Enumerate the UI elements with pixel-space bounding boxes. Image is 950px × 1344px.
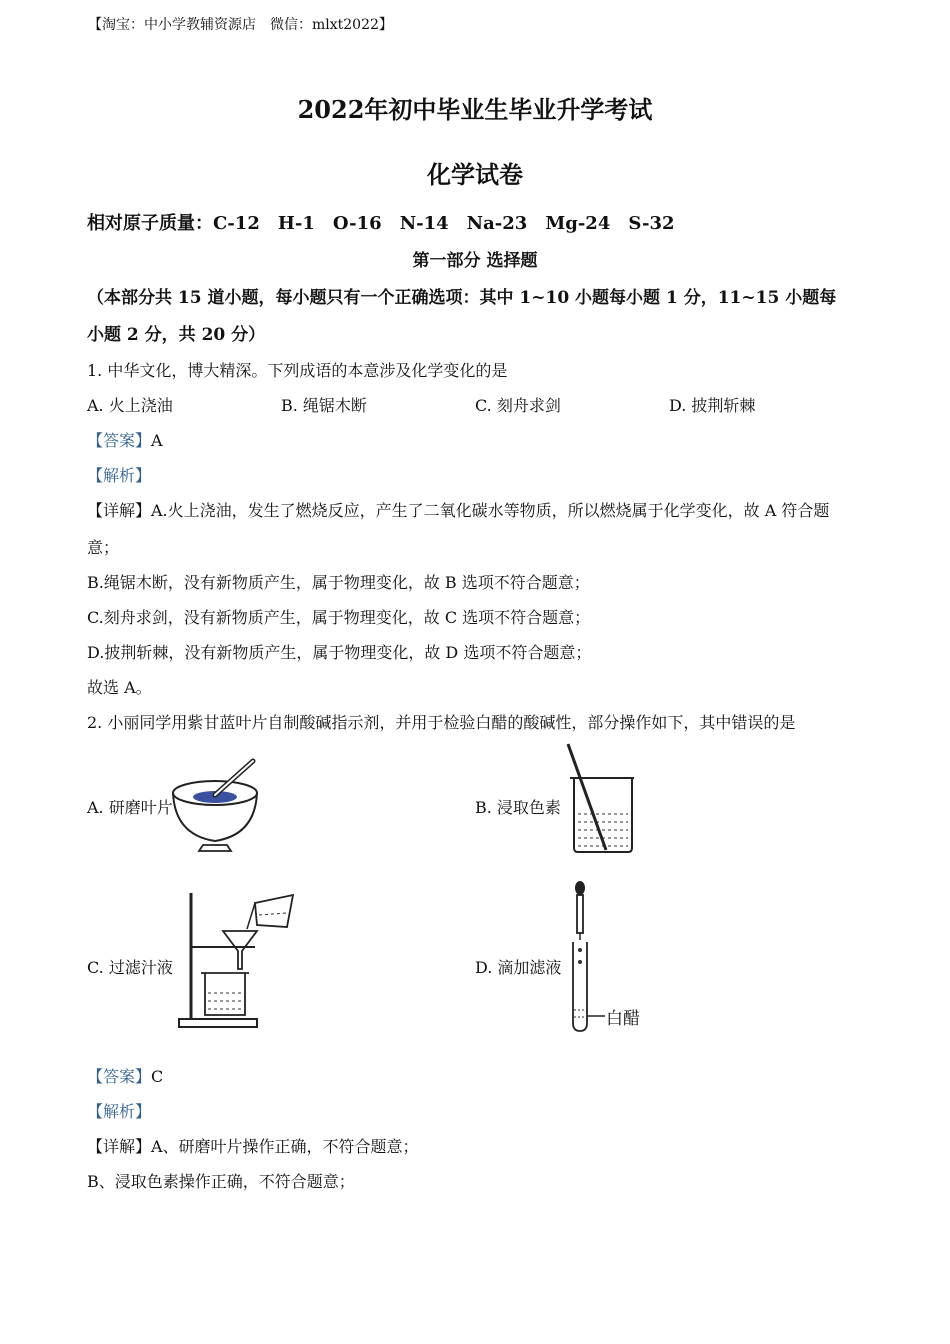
q2-option-b: B. 浸取色素 (475, 798, 561, 817)
mortar-pestle-illustration (165, 755, 265, 860)
q1-option-b: B. 绳锯木断 (281, 396, 367, 415)
q2-option-a: A. 研磨叶片 (87, 798, 173, 817)
q1-detail-5: D.披荆斩棘，没有新物质产生，属于物理变化，故 D 选项不符合题意； (87, 643, 592, 662)
q1-option-c: C. 刻舟求剑 (475, 396, 561, 415)
answer-value: C (151, 1067, 164, 1086)
q1-analysis-label: 【解析】 (87, 466, 152, 485)
answer-label: 【答案】 (87, 431, 152, 450)
beaker-glass-rod-illustration (560, 742, 640, 857)
vinegar-label: 白醋 (606, 1009, 640, 1029)
q1-answer (87, 428, 163, 451)
filtration-setup-illustration (175, 885, 300, 1033)
q1-detail-2: 意； (87, 538, 120, 557)
q2-detail-1: 【详解】A、研磨叶片操作正确，不符合题意； (87, 1137, 419, 1156)
section-note-line-2: 小题 2 分，共 20 分） (87, 325, 266, 345)
q1-option-a: A. 火上浇油 (87, 396, 173, 415)
answer-value: A (151, 431, 163, 450)
q1-option-d: D. 披荆斩棘 (669, 396, 756, 415)
q1-stem: 1. 中华文化，博大精深。下列成语的本意涉及化学变化的是 (87, 361, 508, 380)
q2-detail-2: B、浸取色素操作正确，不符合题意； (87, 1172, 355, 1191)
q1-detail-1: 【详解】A.火上浇油，发生了燃烧反应，产生了二氧化碳水等物质，所以燃烧属于化学变化，故 A 符合题 (87, 501, 830, 520)
test-tube-dropper-illustration (565, 878, 605, 1036)
q2-option-d: D. 滴加滤液 (475, 958, 562, 977)
q1-detail-3: B.绳锯木断，没有新物质产生，属于物理变化，故 B 选项不符合题意； (87, 573, 590, 592)
q2-option-c: C. 过滤汁液 (87, 958, 173, 977)
q1-detail-6: 故选 A。 (87, 678, 152, 697)
subject-title: 化学试卷 (427, 160, 523, 189)
page-header: 【淘宝：中小学教辅资源店 微信：mlxt2022】 (88, 17, 393, 33)
atomic-mass-line: 相对原子质量：C-12 H-1 O-16 N-14 Na-23 Mg-24 S-32 (87, 213, 675, 234)
exam-title: 2022年初中毕业生毕业升学考试 (297, 95, 653, 124)
answer-label: 【答案】 (87, 1067, 152, 1086)
q2-stem: 2. 小丽同学用紫甘蓝叶片自制酸碱指示剂，并用于检验白醋的酸碱性，部分操作如下，其中错误的是 (87, 713, 796, 732)
q2-answer (87, 1064, 163, 1087)
q2-analysis-label: 【解析】 (87, 1102, 152, 1121)
section-note-line-1: （本部分共 15 道小题，每小题只有一个正确选项：其中 1~10 小题每小题 1 分，11~15 小题每 (87, 288, 837, 308)
q1-detail-4: C.刻舟求剑，没有新物质产生，属于物理变化，故 C 选项不符合题意； (87, 608, 591, 627)
section-title: 第一部分 选择题 (412, 251, 538, 271)
